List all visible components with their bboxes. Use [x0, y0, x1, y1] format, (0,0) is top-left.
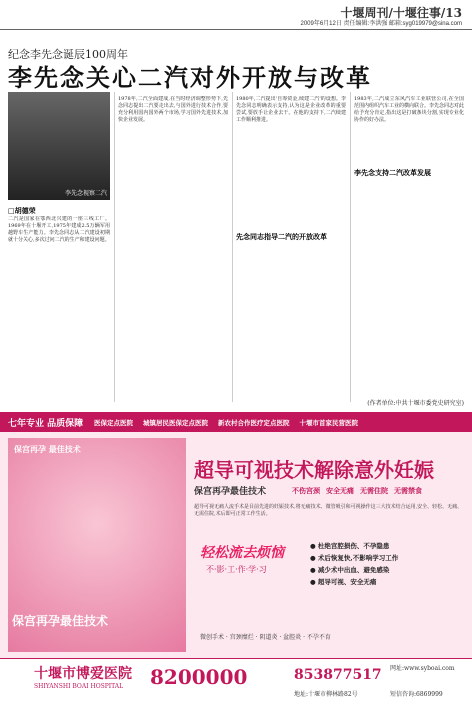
article-col-3: 1980年,二汽提出'自筹资金,续建二汽'的设想。李先念同志明确表示支持,认为这是企业改革的重要尝试,要放手让企业去干。在他的支持下,二汽续建工作顺利推进。: [236, 96, 346, 123]
ad-top-items: [94, 418, 358, 427]
ad-top-item: 十堰市首家民营医院: [299, 419, 358, 427]
ad-left-slogan: 保宫再孕最佳技术: [12, 614, 109, 628]
section-heading: 李先念支持二汽改革发展: [354, 168, 431, 177]
author-line: □胡德荣: [8, 206, 36, 215]
ad-subheadline: 保宫再孕最佳技术: [194, 487, 267, 497]
masthead-meta: 2009年6月12日 责任编辑:李洪强 邮箱:syg019979@sina.com: [300, 21, 462, 27]
ad-tags: [292, 486, 422, 496]
ad-headline: 超导可视技术解除意外妊娠: [194, 458, 434, 482]
hospital-phone-2: 853877517: [294, 667, 382, 683]
section-heading: 先念同志指导二汽的开放改革: [236, 232, 327, 241]
ad-tag: 无需禁食: [394, 486, 422, 495]
column-divider: [232, 92, 233, 402]
article-col-1: 二汽是国家在鄂西北兴建的一座三线工厂。1969年在十堰开工,1975年建成2.5万辆军用越野车生产能力。李先念同志从二汽建设初期就十分关心,多次过问二汽的生产和建设问题。: [8, 216, 110, 243]
ad-slogan: 不·影·工·作·学·习: [206, 565, 267, 574]
hospital-ad: [0, 412, 472, 705]
hospital-name: 十堰市博爱医院: [34, 666, 132, 682]
ad-top-bar: [0, 414, 472, 432]
ad-script-text: 轻松流去烦恼: [200, 545, 284, 561]
photo-caption: 李先念视察二汽: [64, 190, 107, 197]
ad-top-item: 医保定点医院: [94, 419, 133, 427]
author-unit: (作者单位:中共十堰市委党史研究室): [367, 400, 464, 407]
page-header: [0, 0, 472, 32]
ad-tag: 无需住院: [360, 486, 388, 495]
column-divider: [350, 92, 351, 402]
ad-bullet: ● 术后恢复快,不影响学习工作: [310, 554, 399, 562]
article-col-2: 1978年,二汽全面建成,在当时经济调整形势下,先念同志提出二汽要走出去,与国外进行技术合作,要充分利用国内国外两个市场,学习国外先进技术,加快企业发展。: [118, 96, 228, 123]
ad-features: 微创手术 · 宫颈糜烂 · 阴道炎 · 盆腔炎 · 不孕不育: [200, 634, 331, 641]
article-col-4: 1983年,二汽成立东风汽车工业联营公司,在全国范围内组织汽车工业的横向联合。李先念同志对此给予充分肯定,指出这是打破条块分割,实现专业化协作的好办法。: [354, 96, 464, 123]
hospital-english-name: SHIYANSHI BOAI HOSPITAL: [34, 683, 124, 690]
ad-top-item: 新农村合作医疗定点医院: [218, 419, 290, 427]
ad-bullet: ● 减少术中出血、避免感染: [310, 566, 390, 574]
hospital-website: 网址:www.syboai.com: [390, 665, 455, 672]
hospital-phone: 8200000: [150, 665, 248, 689]
ad-bullets: [310, 540, 398, 588]
article-kicker: 纪念李先念诞辰100周年: [8, 48, 128, 61]
masthead-logo: 十堰周刊/十堰往事/13: [340, 6, 462, 20]
ad-body-text: 超导可视无痛人流手术是目前先进的妊娠技术,将无痛技术、微管吸引和可视操作这三大技术结合运用,安全、轻松、无痛、无需住院,术后即可正常工作生活。: [194, 504, 463, 517]
ad-badge: 七年专业 品质保障: [8, 419, 84, 429]
ad-bullet: ● 杜绝宫腔损伤、不孕隐患: [310, 542, 390, 550]
header-rule: [0, 29, 472, 30]
article-photo: [8, 92, 110, 200]
hospital-sms: 短信咨询:6869999: [390, 691, 443, 698]
ad-tag: 不伤宫颈: [292, 486, 320, 495]
hospital-address: 地址:十堰市柳林路82号: [294, 691, 358, 698]
column-divider: [114, 92, 115, 402]
ad-quote: 保宫再孕 最佳技术: [14, 444, 81, 454]
hospital-info-bar: [0, 658, 472, 706]
ad-top-item: 城镇居民医保定点医院: [143, 419, 208, 427]
ad-bullet: ● 超导可视、安全无痛: [310, 578, 377, 586]
article-headline: 李先念关心二汽对外开放与改革: [8, 64, 372, 92]
ad-tag: 安全无痛: [326, 486, 354, 495]
